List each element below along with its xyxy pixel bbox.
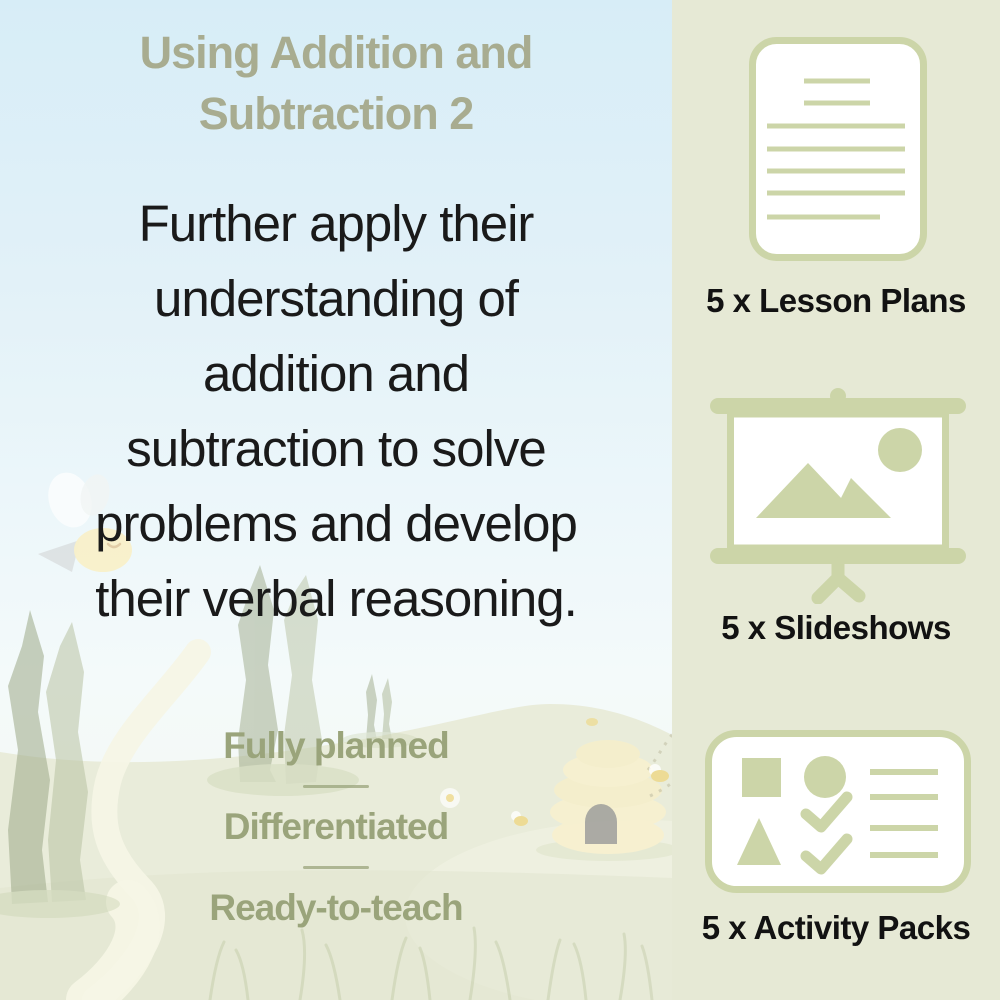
description-line: understanding of [154, 270, 518, 327]
slideshows-projector-icon [710, 386, 966, 604]
feature-divider [303, 785, 369, 788]
description-line: their verbal reasoning. [95, 570, 577, 627]
lesson-plans-document-icon [749, 37, 927, 261]
description-line: Further apply their [138, 195, 534, 252]
slideshows-label: 5 x Slideshows [721, 609, 951, 646]
title-line-1: Using Addition and [139, 27, 533, 78]
feature-differentiated: Differentiated [223, 806, 449, 847]
lesson-plans-label: 5 x Lesson Plans [706, 282, 966, 319]
feature-ready-to-teach: Ready-to-teach [209, 887, 463, 928]
description-line: addition and [203, 345, 469, 402]
page-title [0, 22, 672, 144]
activity-packs-label: 5 x Activity Packs [701, 909, 971, 946]
description-line: subtraction to solve [126, 420, 546, 477]
description-line: problems and develop [95, 495, 577, 552]
activity-packs-card-icon [705, 730, 971, 893]
included-resources-panel [672, 0, 1000, 1000]
feature-fully-planned: Fully planned [223, 725, 449, 766]
title-line-2: Subtraction 2 [198, 88, 474, 139]
description-text [0, 186, 672, 636]
feature-divider [303, 866, 369, 869]
feature-list [0, 724, 672, 930]
